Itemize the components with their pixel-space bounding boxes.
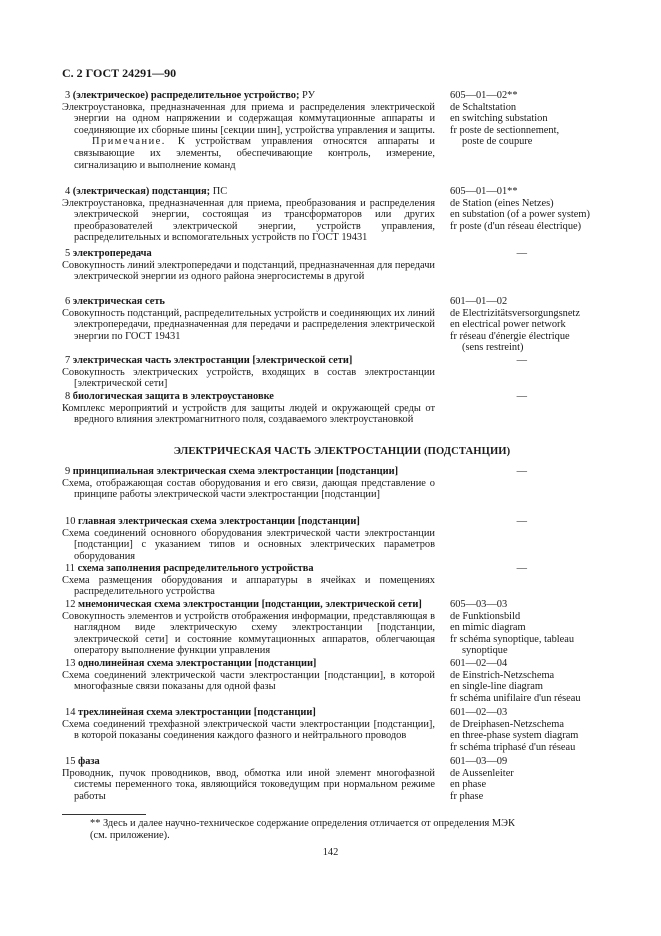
term-entry-15 (62, 756, 435, 802)
term-definition: Совокупность подстанций, распределительных устройств и соединяющих их линий электропередачи, предназначенная для передачи и распределения электрической энергии по ГОСТ 19431 (62, 307, 435, 342)
equivalent-term: de Electrizitätsversorgungsnetz (450, 307, 580, 319)
term-definition: Электроустановка, предназначенная для приема, преобразования и распределения электрической энергии, состоящая из трансформаторов или других преобразователей электрической энергии, устройств управления, распределительных и вспомогательных устройств по ГОСТ 19431 (62, 197, 435, 244)
equivalent-term: de Funktionsbild (450, 610, 521, 622)
term-heading (62, 248, 435, 260)
equivalent-term: fr poste (d'un réseau électrique) (450, 220, 582, 232)
term-number: 13 (65, 658, 78, 669)
term-entry-10 (62, 516, 435, 562)
term-heading (62, 707, 435, 719)
term-number: 10 (65, 516, 78, 527)
equivalents-11 (450, 563, 640, 575)
term-entry-13 (62, 658, 435, 693)
equivalent-term: en mimic diagram (450, 622, 526, 634)
term-note (62, 136, 435, 171)
equivalent-term: en three-phase system diagram (450, 730, 579, 742)
term-number: 5 (65, 248, 73, 259)
equivalent-term: 605—03—03 (450, 599, 508, 610)
term-name: однолинейная схема электростанции [подстанции] (78, 658, 317, 669)
note-text: К устройствам управления относятся аппараты и связывающие их элементы, обеспечивающие контроль, измерение, сигнализацию и выполнение команд (74, 136, 435, 171)
term-entry-7 (62, 355, 435, 390)
footnote (62, 818, 532, 842)
term-number: 14 (65, 707, 78, 718)
term-number: 11 (65, 563, 78, 574)
no-equivalent: — (516, 355, 527, 366)
term-definition: Схема, отображающая состав оборудования и его связи, дающая представление о принципе работы электрической части электростанции [подстанции] (62, 477, 435, 501)
term-number: 15 (65, 756, 78, 767)
equivalent-term: de Einstrich-Netzschema (450, 669, 555, 681)
equivalent-term: 601—02—04 (450, 658, 508, 669)
term-definition: Схема соединений основного оборудования электрической части электростанции [подстанции] с указанием типов и основных электрических параметров оборудования (62, 527, 435, 562)
equivalents-13 (450, 658, 640, 704)
equivalents-14 (450, 707, 640, 753)
equivalent-term: fr schéma triphasé d'un réseau (450, 741, 576, 753)
equivalents-10 (450, 516, 640, 528)
term-number: 4 (65, 186, 73, 197)
equivalent-term: fr schéma synoptique, tableau (450, 633, 575, 645)
term-entry-14 (62, 707, 435, 742)
term-definition: Электроустановка, предназначенная для приема и распределения электрической энергии на одном напряжении и содержащая коммутационные аппараты и соединяющие их сборные шины [секции шин], устройства управления и защиты. (62, 101, 436, 136)
no-equivalent: — (516, 391, 527, 402)
equivalent-term: en single-line diagram (450, 681, 543, 693)
equivalent-term: fr phase (450, 790, 484, 802)
term-number: 8 (65, 391, 73, 402)
equivalents-15 (450, 756, 640, 802)
term-definition: Схема соединений трехфазной электрической части электростанции [подстанции], в которой показаны соединения каждого фазного и нейтрального проводов (62, 718, 435, 742)
term-name: биологическая защита в электроустановке (72, 391, 274, 402)
term-heading (62, 355, 435, 367)
term-definition: Схема соединений электрической части электростанции [подстанции], в которой многофазные связи показаны для одной фазы (62, 669, 435, 693)
term-heading (62, 90, 435, 102)
term-name: электрическая часть электростанции [электрической сети] (72, 355, 353, 366)
term-name: фаза (78, 756, 100, 767)
equivalent-term: fr réseau d'énergie électrique (450, 330, 570, 342)
equivalent-term: 601—03—09 (450, 756, 508, 767)
term-name: электрическая сеть (72, 296, 165, 307)
equivalent-term: fr schéma unifilaire d'un réseau (450, 692, 581, 704)
term-entry-11 (62, 563, 435, 598)
term-heading (62, 186, 435, 198)
term-number: 6 (65, 296, 73, 307)
term-name: принципиальная электрическая схема электростанции [подстанции] (72, 466, 399, 477)
term-definition: Схема размещения оборудования и аппаратуры в ячейках и помещениях распределительного устройства (62, 574, 435, 598)
term-definition: Комплекс мероприятий и устройств для защиты людей и окружающей среды от вредного влияния электромагнитного поля, создаваемого электроустановкой (62, 402, 435, 426)
term-entry-6 (62, 296, 435, 342)
term-heading (62, 658, 435, 670)
term-heading (62, 563, 435, 575)
term-name: трехлинейная схема электростанции [подстанции] (78, 707, 316, 718)
term-heading (62, 466, 435, 478)
equivalents-9 (450, 466, 640, 478)
equivalent-term: de Schaltstation (450, 101, 517, 113)
term-heading (62, 516, 435, 528)
equivalent-term: en substation (of a power system) (450, 209, 590, 221)
equivalents-7 (450, 355, 640, 367)
equivalent-term: de Station (eines Netzes) (450, 197, 554, 209)
equivalents-4 (450, 186, 640, 232)
term-heading (62, 296, 435, 308)
term-number: 7 (65, 355, 73, 366)
equivalents-8 (450, 391, 640, 403)
term-entry-8 (62, 391, 435, 426)
no-equivalent: — (516, 563, 527, 574)
term-name: схема заполнения распределительного устройства (77, 563, 314, 574)
term-definition: Совокупность электрических устройств, входящих в состав электростанции [электрической сети] (62, 366, 435, 390)
no-equivalent: — (516, 248, 527, 259)
term-heading (62, 756, 435, 768)
equivalent-term: en phase (450, 779, 487, 791)
no-equivalent: — (516, 466, 527, 477)
term-number: 12 (65, 599, 78, 610)
term-name: электропередача (72, 248, 152, 259)
term-entry-4 (62, 186, 435, 244)
term-entry-5 (62, 248, 435, 283)
equivalent-term: de Aussenleiter (450, 767, 514, 779)
section-title: ЭЛЕКТРИЧЕСКАЯ ЧАСТЬ ЭЛЕКТРОСТАНЦИИ (ПОДСТАНЦИИ) (173, 446, 511, 457)
term-abbreviation: ПС (210, 186, 228, 197)
equivalents-5 (450, 248, 640, 260)
term-entry-3 (62, 90, 435, 171)
equivalent-term: en switching substation (450, 113, 548, 125)
equivalents-3 (450, 90, 640, 148)
term-entry-12 (62, 599, 435, 657)
term-name: (электрическая) подстанция; (72, 186, 211, 197)
page-number: 142 (322, 847, 339, 858)
term-number: 9 (65, 466, 73, 477)
equivalent-term: 605—01—01** (450, 186, 518, 197)
equivalent-term: poste de coupure (462, 136, 533, 148)
term-entry-9 (62, 466, 435, 501)
no-equivalent: — (516, 516, 527, 527)
term-definition: Совокупность линий электропередачи и подстанций, предназначенная для передачи электрической энергии из одного района энергосистемы в другой (62, 259, 435, 283)
equivalent-term: (sens restreint) (462, 342, 524, 354)
footnote-text: ** Здесь и далее научно-техническое содержание определения отличается от определения МЭК (см. приложение). (90, 818, 515, 841)
term-definition: Проводник, пучок проводников, ввод, обмотка или иной элемент многофазной системы переменного тока, являющийся токоведущим при нормальном режиме работы (62, 767, 435, 802)
term-name: главная электрическая схема электростанции [подстанции] (78, 516, 360, 527)
term-name: мнемоническая схема электростанции [подстанции, электрической сети] (78, 599, 422, 610)
equivalent-term: de Dreiphasen-Netzschema (450, 718, 564, 730)
term-name: (электрическое) распределительное устройство; (72, 90, 300, 101)
footnote-rule (62, 814, 146, 815)
term-heading (62, 599, 435, 611)
equivalent-term: 601—02—03 (450, 707, 508, 718)
equivalent-term: 601—01—02 (450, 296, 508, 307)
equivalents-6 (450, 296, 640, 354)
equivalent-term: 605—01—02** (450, 90, 518, 101)
equivalent-term: fr poste de sectionnement, (450, 124, 560, 136)
note-label: Примечание. (92, 136, 178, 148)
term-abbreviation: РУ (299, 90, 315, 101)
term-definition: Совокупность элементов и устройств отображения информации, представляющая в наглядном виде электрическую схему электростанции [подстанции, электрической сети] и состояние коммутационных аппаратов, облегчающая оператору выполнение функции управления (62, 610, 435, 657)
term-number: 3 (65, 90, 73, 101)
equivalent-term: synoptique (462, 645, 508, 657)
term-heading (62, 391, 435, 403)
page-header: С. 2 ГОСТ 24291—90 (62, 66, 177, 80)
equivalents-12 (450, 599, 640, 657)
equivalent-term: en electrical power network (450, 319, 566, 331)
